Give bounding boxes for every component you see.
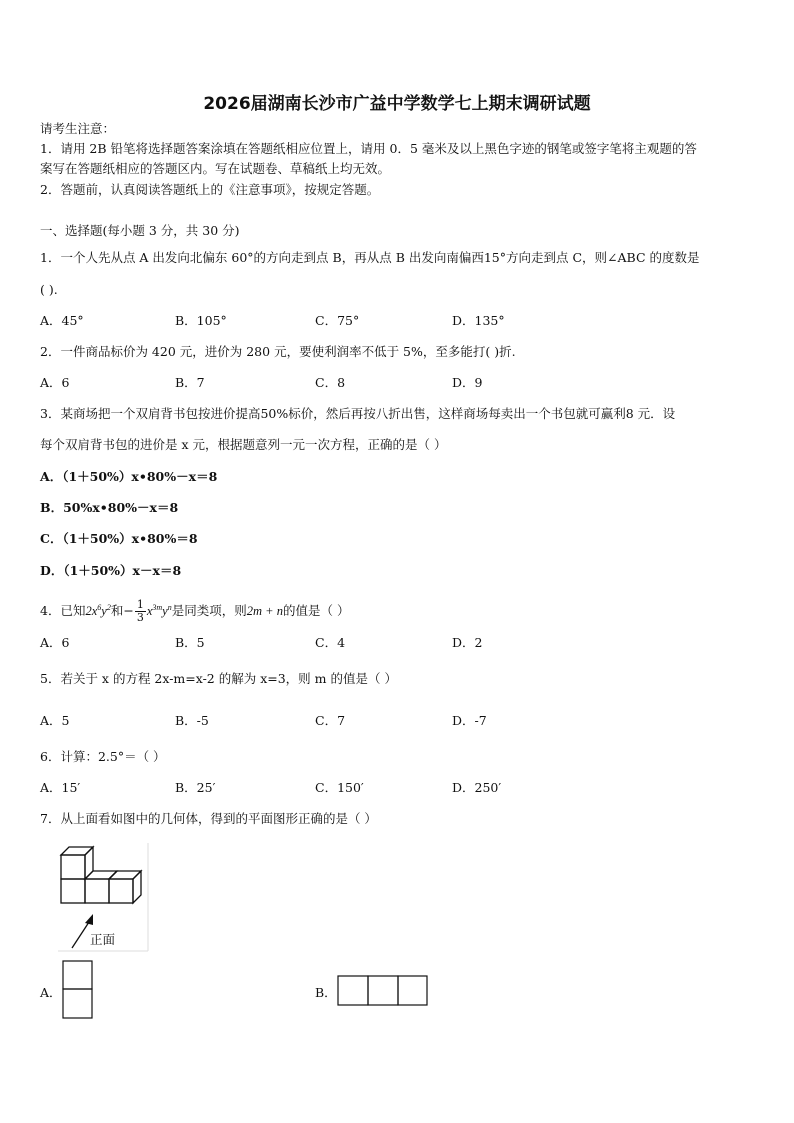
question-3: 3．某商场把一个双肩背书包按进价提高50%标价，然后再按八折出售，这样商场每卖出一个书包就可赢利8 元．设 xyxy=(40,406,676,421)
q7-figure-label: 正面 xyxy=(90,932,116,947)
question-3-cont: 每个双肩背书包的进价是 x 元，根据题意列一元一次方程，正确的是（ ） xyxy=(40,437,447,452)
q6-option-a: A．15′ xyxy=(40,780,81,795)
q7-option-a: A． xyxy=(40,985,62,1000)
q3-option-c: C．（1＋50%）x•80%＝8 xyxy=(40,531,198,546)
q4-option-c: C．4 xyxy=(315,635,346,650)
q4-fraction: $\frac{1}{3}$ xyxy=(136,598,144,625)
notice-item-2: 2．答题前，认真阅读答题纸上的《注意事项》，按规定答题。 xyxy=(40,182,380,197)
question-2: 2．一件商品标价为 420 元，进价为 280 元，要使利润率不低于 5%，至多能打( )折. xyxy=(40,344,516,359)
question-4: 4．已知$2x^6y^2$和− $\frac{1}{3}$ $x^{3m}y^n$是同类项，则2m + n的值是（ ） xyxy=(40,598,350,625)
q5-option-b: B．-5 xyxy=(175,713,209,728)
q3-option-b: B．50%x•80%－x＝8 xyxy=(40,500,179,515)
q6-option-b: B．25′ xyxy=(175,780,216,795)
q1-option-d: D．135° xyxy=(452,313,505,328)
q2-option-d: D．9 xyxy=(452,375,483,390)
q4-and: 和 xyxy=(110,603,124,619)
q6-option-c: C．150′ xyxy=(315,780,364,795)
question-1: 1．一个人先从点 A 出发向北偏东 60°的方向走到点 B，再从点 B 出发向南偏西15°方向走到点 C，则∠ABC 的度数是 xyxy=(40,250,700,265)
notice-item-1-cont: 案写在答题纸相应的答题区内。写在试题卷、草稿纸上均无效。 xyxy=(40,161,391,176)
q1-option-a: A．45° xyxy=(40,313,84,328)
q4-suffix: 的值是（ ） xyxy=(282,603,350,619)
question-7: 7．从上面看如图中的几何体，得到的平面图形正确的是（ ） xyxy=(40,811,377,826)
q6-option-d: D．250′ xyxy=(452,780,502,795)
q4-option-a: A．6 xyxy=(40,635,70,650)
q4-expression: 2m + n xyxy=(246,604,283,619)
q1-option-c: C．75° xyxy=(315,313,360,328)
q4-term1: $2x^6y^2$ xyxy=(85,603,111,619)
q7-option-a-figure xyxy=(62,960,94,1020)
q7-option-b-figure xyxy=(337,975,429,1007)
q7-option-b: B． xyxy=(315,985,337,1000)
page-title: 2026届湖南长沙市广益中学数学七上期末调研试题 xyxy=(203,94,591,114)
q5-option-d: D．-7 xyxy=(452,713,487,728)
q4-option-b: B．5 xyxy=(175,635,205,650)
q2-option-b: B．7 xyxy=(175,375,205,390)
q2-option-c: C．8 xyxy=(315,375,346,390)
q4-mid: 是同类项，则 xyxy=(171,603,247,619)
section-heading: 一、选择题(每小题 3 分，共 30 分) xyxy=(40,223,240,238)
q4-term2: $x^{3m}y^n$ xyxy=(146,603,172,619)
question-5: 5．若关于 x 的方程 2x-m=x-2 的解为 x=3，则 m 的值是（ ） xyxy=(40,671,397,686)
question-6: 6．计算：2.5°＝（ ） xyxy=(40,749,166,764)
notice-heading: 请考生注意： xyxy=(40,121,116,136)
q5-option-a: A．5 xyxy=(40,713,70,728)
q3-option-a: A．（1＋50%）x•80%－x＝8 xyxy=(40,469,218,484)
notice-item-1: 1．请用 2B 铅笔将选择题答案涂填在答题纸相应位置上，请用 0．5 毫米及以上黑色字迹的钢笔或签字笔将主观题的答 xyxy=(40,141,697,156)
question-1-cont: ( ). xyxy=(40,282,58,297)
q3-option-d: D．（1＋50%）x－x＝8 xyxy=(40,563,182,578)
q1-option-b: B．105° xyxy=(175,313,227,328)
q2-option-a: A．6 xyxy=(40,375,70,390)
q4-option-d: D．2 xyxy=(452,635,483,650)
q5-option-c: C．7 xyxy=(315,713,346,728)
q4-prefix: 4．已知 xyxy=(40,603,86,619)
